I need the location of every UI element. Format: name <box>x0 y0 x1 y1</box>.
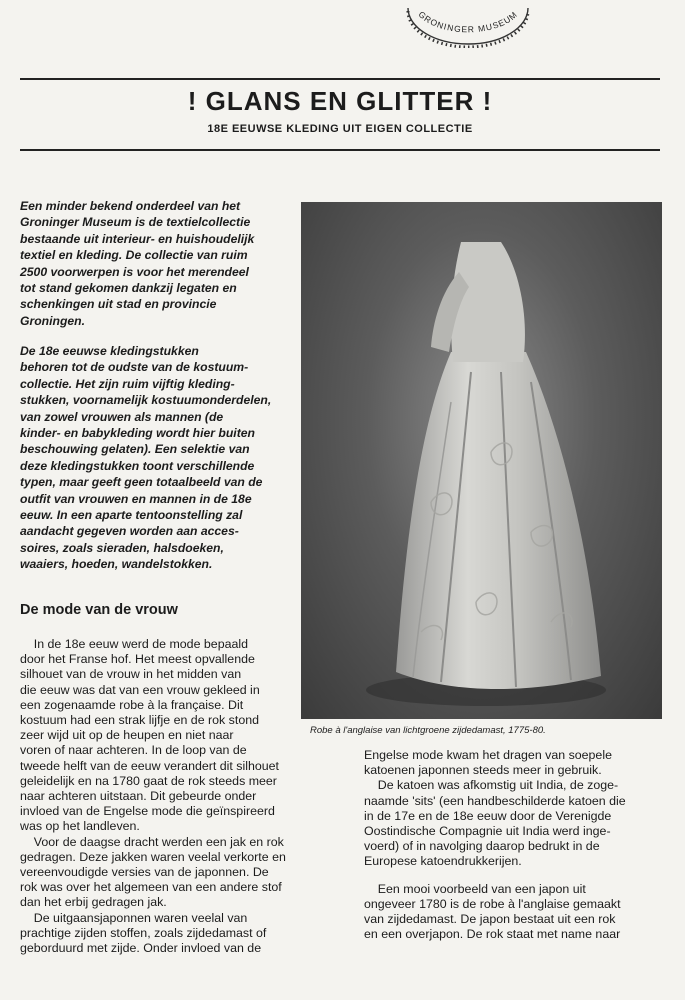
bottom-rule <box>20 149 660 151</box>
page-subtitle: 18E EEUWSE KLEDING UIT EIGEN COLLECTIE <box>207 123 473 135</box>
photo-caption: Robe à l'anglaise van lichtgroene zijdedamast, 1775-80. <box>310 725 546 736</box>
svg-text:GRONINGER MUSEUM <box>416 9 519 34</box>
museum-logo <box>404 2 532 48</box>
page-title: ! GLANS EN GLITTER ! <box>187 86 493 116</box>
gown-photo <box>301 202 662 719</box>
intro-paragraph-1: Een minder bekend onderdeel van het Groninger Museum is de textielcollectie bestaande uit interieur- en huishoudelijk textiel en kleding. De collectie van ruim 2500 voorwerpen is voor het merendeel tot stand gekomen dankzij legaten en schenkingen uit stad en provincie Groningen. <box>20 199 255 328</box>
logo-text: GRONINGER MUSEUM <box>416 9 520 35</box>
section-heading: De mode van de vrouw <box>20 602 178 618</box>
top-rule <box>20 78 660 80</box>
intro-paragraph-2: De 18e eeuwse kledingstukken behoren tot de oudste van de kostuum- collectie. Het zijn ruim vijftig kleding- stukken, voornamelijk kostuumonderdelen, van zowel vrouwen als mannen (de kinder- en babykleding wordt hier buiten beschouwing gelaten). Een selektie van deze kledingstukken toont verschillende typen, maar geeft geen totaalbeeld van de outfit van vrouwen en mannen in de 18e eeuw. In een aparte tentoonstelling zal aandacht gegeven worden aan acces- soires, zoals sieraden, halsdoeken, waaiers, hoeden, wandelstokken. <box>20 344 272 572</box>
body-text-right: Engelse mode kwam het dragen van soepele katoenen japonnen steeds meer in gebruik. De katoen was afkomstig uit India, de zoge- naamde 'sits' (een handbeschilderde katoen die in de 17e en de 18e eeuw door de Verenigde Oostindische Compagnie uit India werd inge- voerd) of in navolging daarop bedrukt in de Europese katoendrukkerijen. Een mooi voorbeeld van een japon uit ongeveer 1780 is de robe à l'anglaise gemaakt van zijdedamast. De japon bestaat uit een rok en een overjapon. De rok staat met name naar <box>364 748 626 942</box>
body-text-left: In de 18e eeuw werd de mode bepaald door het Franse hof. Het meest opvallende silhouet van de vrouw in het midden van die eeuw was dat van een vrouw gekleed in een zogenaamde robe à la française. Dit kostuum had een strak lijfje en de rok stond zeer wijd uit op de heupen en niet naar voren of naar achteren. In de loop van de tweede helft van de eeuw verandert dit silhouet geleidelijk en na 1780 gaat de rok steeds meer naar achteren uitstaan. Dit gebeurde onder invloed van de Engelse mode die geïnspireerd was op het landleven. Voor de daagse dracht werden een jak en rok gedragen. Deze jakken waren veelal verkorte en vereenvoudigde versies van de japonnen. De rok was over het algemeen van een andere stof dan het erbij gedragen jak. De uitgaansjaponnen waren veelal van prachtige zijden stoffen, zoals zijdedamast of geborduurd met zijde. Onder invloed van de <box>20 637 286 956</box>
